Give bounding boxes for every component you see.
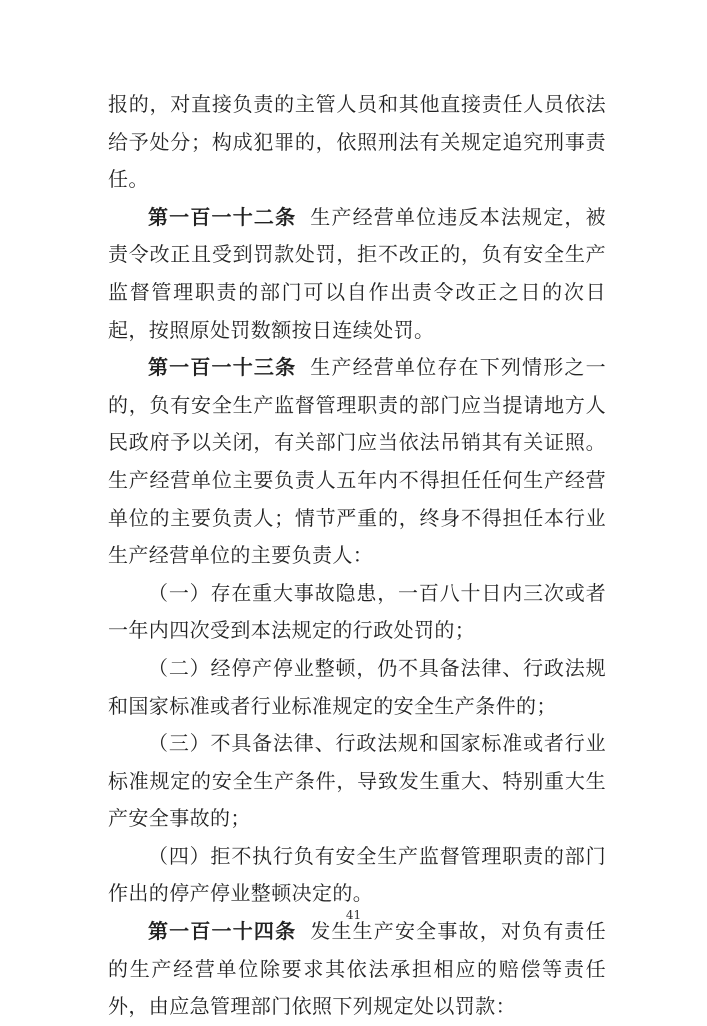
article-113-item-2: （二）经停产停业整顿，仍不具备法律、行政法规和国家标准或者行业标准规定的安全生产条件的； — [108, 655, 606, 718]
article-113-item-4: （四）拒不执行负有安全生产监督管理职责的部门作出的停产停业整顿决定的。 — [108, 843, 606, 906]
article-112-paragraph — [108, 199, 606, 349]
article-114-paragraph — [108, 913, 606, 1026]
continuation-paragraph: 报的，对直接负责的主管人员和其他直接责任人员依法给予处分；构成犯罪的，依照刑法有关规定追究刑事责任。 — [108, 92, 606, 192]
article-113-text: 生产经营单位存在下列情形之一的，负有安全生产监督管理职责的部门应当提请地方人民政府予以关闭，有关部门应当依法吊销其有关证照。生产经营单位主要负责人五年内不得担任任何生产经营单位的主要负责人；情节严重的，终身不得担任本行业生产经营单位的主要负责人： — [108, 355, 606, 568]
article-113-item-1: （一）存在重大事故隐患，一百八十日内三次或者一年内四次受到本法规定的行政处罚的； — [108, 580, 606, 643]
article-114-text: 发生生产安全事故，对负有责任的生产经营单位除要求其依法承担相应的赔偿等责任外，由应急管理部门依照下列规定处以罚款： — [108, 919, 606, 1019]
article-114-number: 第一百一十四条 — [148, 919, 297, 944]
page-number: 41 — [345, 908, 362, 922]
article-112-number: 第一百一十二条 — [148, 204, 297, 229]
document-page — [108, 86, 606, 1026]
article-112-text: 生产经营单位违反本法规定，被责令改正且受到罚款处罚，拒不改正的，负有安全生产监督管理职责的部门可以自作出责令改正之日的次日起，按照原处罚数额按日连续处罚。 — [108, 204, 606, 342]
article-113-paragraph — [108, 349, 606, 575]
article-113-number: 第一百一十三条 — [148, 355, 297, 380]
article-113-item-3: （三）不具备法律、行政法规和国家标准或者行业标准规定的安全生产条件，导致发生重大、特别重大生产安全事故的； — [108, 731, 606, 831]
